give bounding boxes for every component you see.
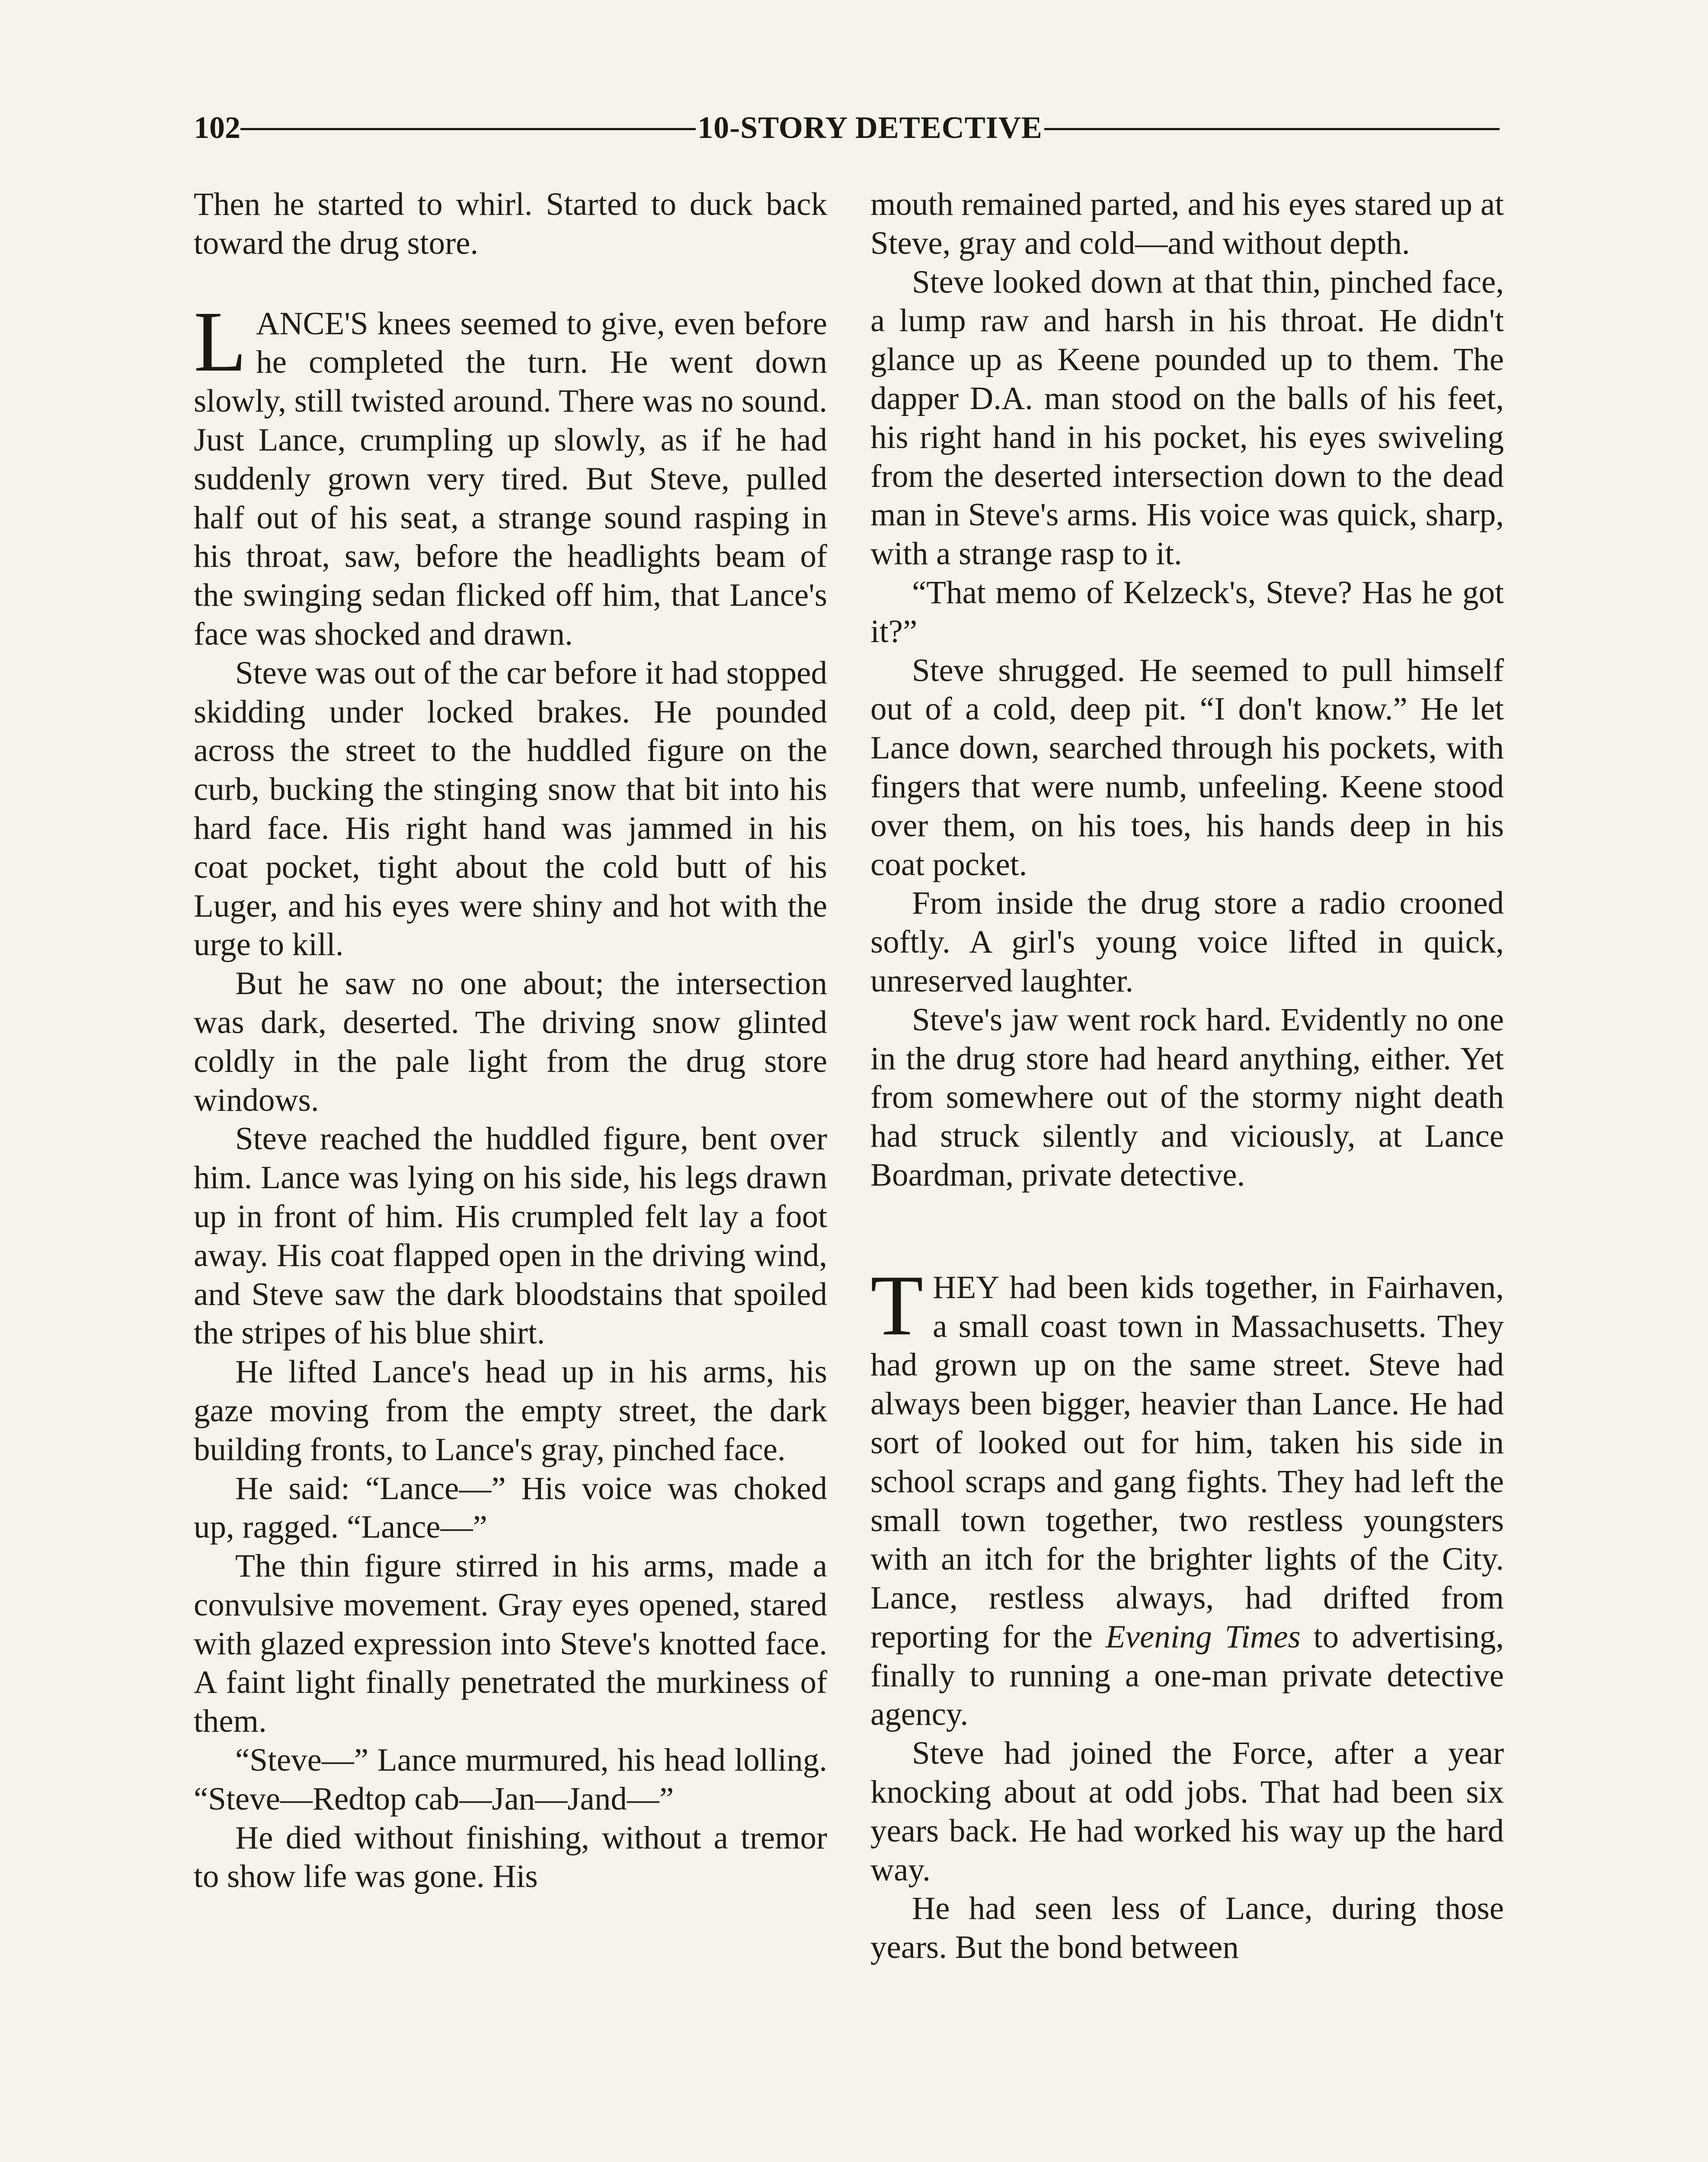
- newspaper-name: Evening Times: [1105, 1618, 1301, 1655]
- paragraph: Steve reached the huddled figure, bent over him. Lance was lying on his side, his legs drawn up in front of him. His crumpled felt lay a foot away. His coat flapped open in the driving wind, and Steve saw the dark bloodstains that spoiled the stripes of his blue shirt.: [194, 1121, 827, 1351]
- paragraph-text: to advertising, finally to running a one-man private detective agency.: [870, 1618, 1504, 1733]
- drop-cap: T: [870, 1257, 924, 1353]
- left-column: [194, 185, 827, 1896]
- paragraph: “That memo of Kelzeck's, Steve? Has he got it?”: [870, 574, 1504, 649]
- paragraph: Steve looked down at that thin, pinched face, a lump raw and harsh in his throat. He didn't glance up as Keene pounded up to them. The dapper D.A. man stood on the balls of his feet, his right hand in his pocket, his eyes swiveling from the deserted intersection down to the dead man in Steve's arms. His voice was quick, sharp, with a strange rasp to it.: [870, 264, 1504, 572]
- magazine-title: 10-STORY DETECTIVE: [697, 110, 1043, 145]
- paragraph-text: HEY had been kids together, in Fairhaven, a small coast town in Massachusetts. They had grown up on the same street. Steve had always been bigger, heavier than Lance. He had sort of looked out for him, taken his side in school scraps and gang fights. They had left the small town together, two restless youngsters with an itch for the brighter lights of the City. Lance, restless always, had drifted from reporting for the: [870, 1269, 1504, 1655]
- paragraph: Steve had joined the Force, after a year knocking about at odd jobs. That had been six years back. He had worked his way up the hard way.: [870, 1735, 1504, 1888]
- paragraph: From inside the drug store a radio crooned softly. A girl's young voice lifted in quick, unreserved laughter.: [870, 885, 1504, 999]
- paragraph: He lifted Lance's head up in his arms, his gaze moving from the empty street, the dark building fronts, to Lance's gray, pinched face.: [194, 1354, 827, 1468]
- section-opening-paragraph: [870, 1257, 1504, 1734]
- paragraph-text: ANCE'S knees seemed to give, even before he completed the turn. He went down slowly, still twisted around. There was no sound. Just Lance, crumpling up slowly, as if he had suddenly grown very tired. But Steve, pulled half out of his seat, a strange sound rasping in his throat, saw, before the headlights beam of the swinging sedan flicked off him, that Lance's face was shocked and drawn.: [194, 305, 827, 652]
- section-opening-paragraph: [194, 294, 827, 654]
- page-number: 102: [194, 110, 240, 145]
- running-header: [194, 104, 1500, 151]
- paragraph: He died without finishing, without a tremor to show life was gone. His: [194, 1820, 827, 1895]
- paragraph: Then he started to whirl. Started to duck back toward the drug store.: [194, 186, 827, 261]
- paragraph: But he saw no one about; the intersection was dark, deserted. The driving snow glinted coldly in the pale light from the drug store windows.: [194, 966, 827, 1118]
- paragraph: The thin figure stirred in his arms, made a convulsive movement. Gray eyes opened, stared with glazed expression into Steve's knotted face. A faint light finally penetrated the murkiness of them.: [194, 1548, 827, 1740]
- paragraph: He said: “Lance—” His voice was choked up, ragged. “Lance—”: [194, 1470, 827, 1545]
- paragraph: Steve shrugged. He seemed to pull himself out of a cold, deep pit. “I don't know.” He let Lance down, searched through his pockets, with fingers that were numb, unfeeling. Keene stood over them, on his toes, his hands deep in his coat pocket.: [870, 652, 1504, 883]
- drop-cap: L: [194, 294, 247, 390]
- paragraph: He had seen less of Lance, during those years. But the bond between: [870, 1890, 1504, 1966]
- paragraph: mouth remained parted, and his eyes stared up at Steve, gray and cold—and without depth.: [870, 186, 1504, 261]
- paragraph: Steve's jaw went rock hard. Evidently no one in the drug store had heard anything, either. Yet from somewhere out of the stormy night death had struck silently and viciously, at Lance Boardman, private detective.: [870, 1001, 1504, 1193]
- right-column: [870, 185, 1504, 1967]
- paragraph: “Steve—” Lance murmured, his head lolling. “Steve—Redtop cab—Jan—Jand—”: [194, 1742, 827, 1817]
- paragraph: Steve was out of the car before it had stopped skidding under locked brakes. He pounded across the street to the huddled figure on the curb, bucking the stinging snow that bit into his hard face. His right hand was jammed in his coat pocket, tight about the cold butt of his Luger, and his eyes were shiny and hot with the urge to kill.: [194, 655, 827, 963]
- header-rule-left: [240, 128, 696, 130]
- header-rule-right: [1044, 128, 1500, 130]
